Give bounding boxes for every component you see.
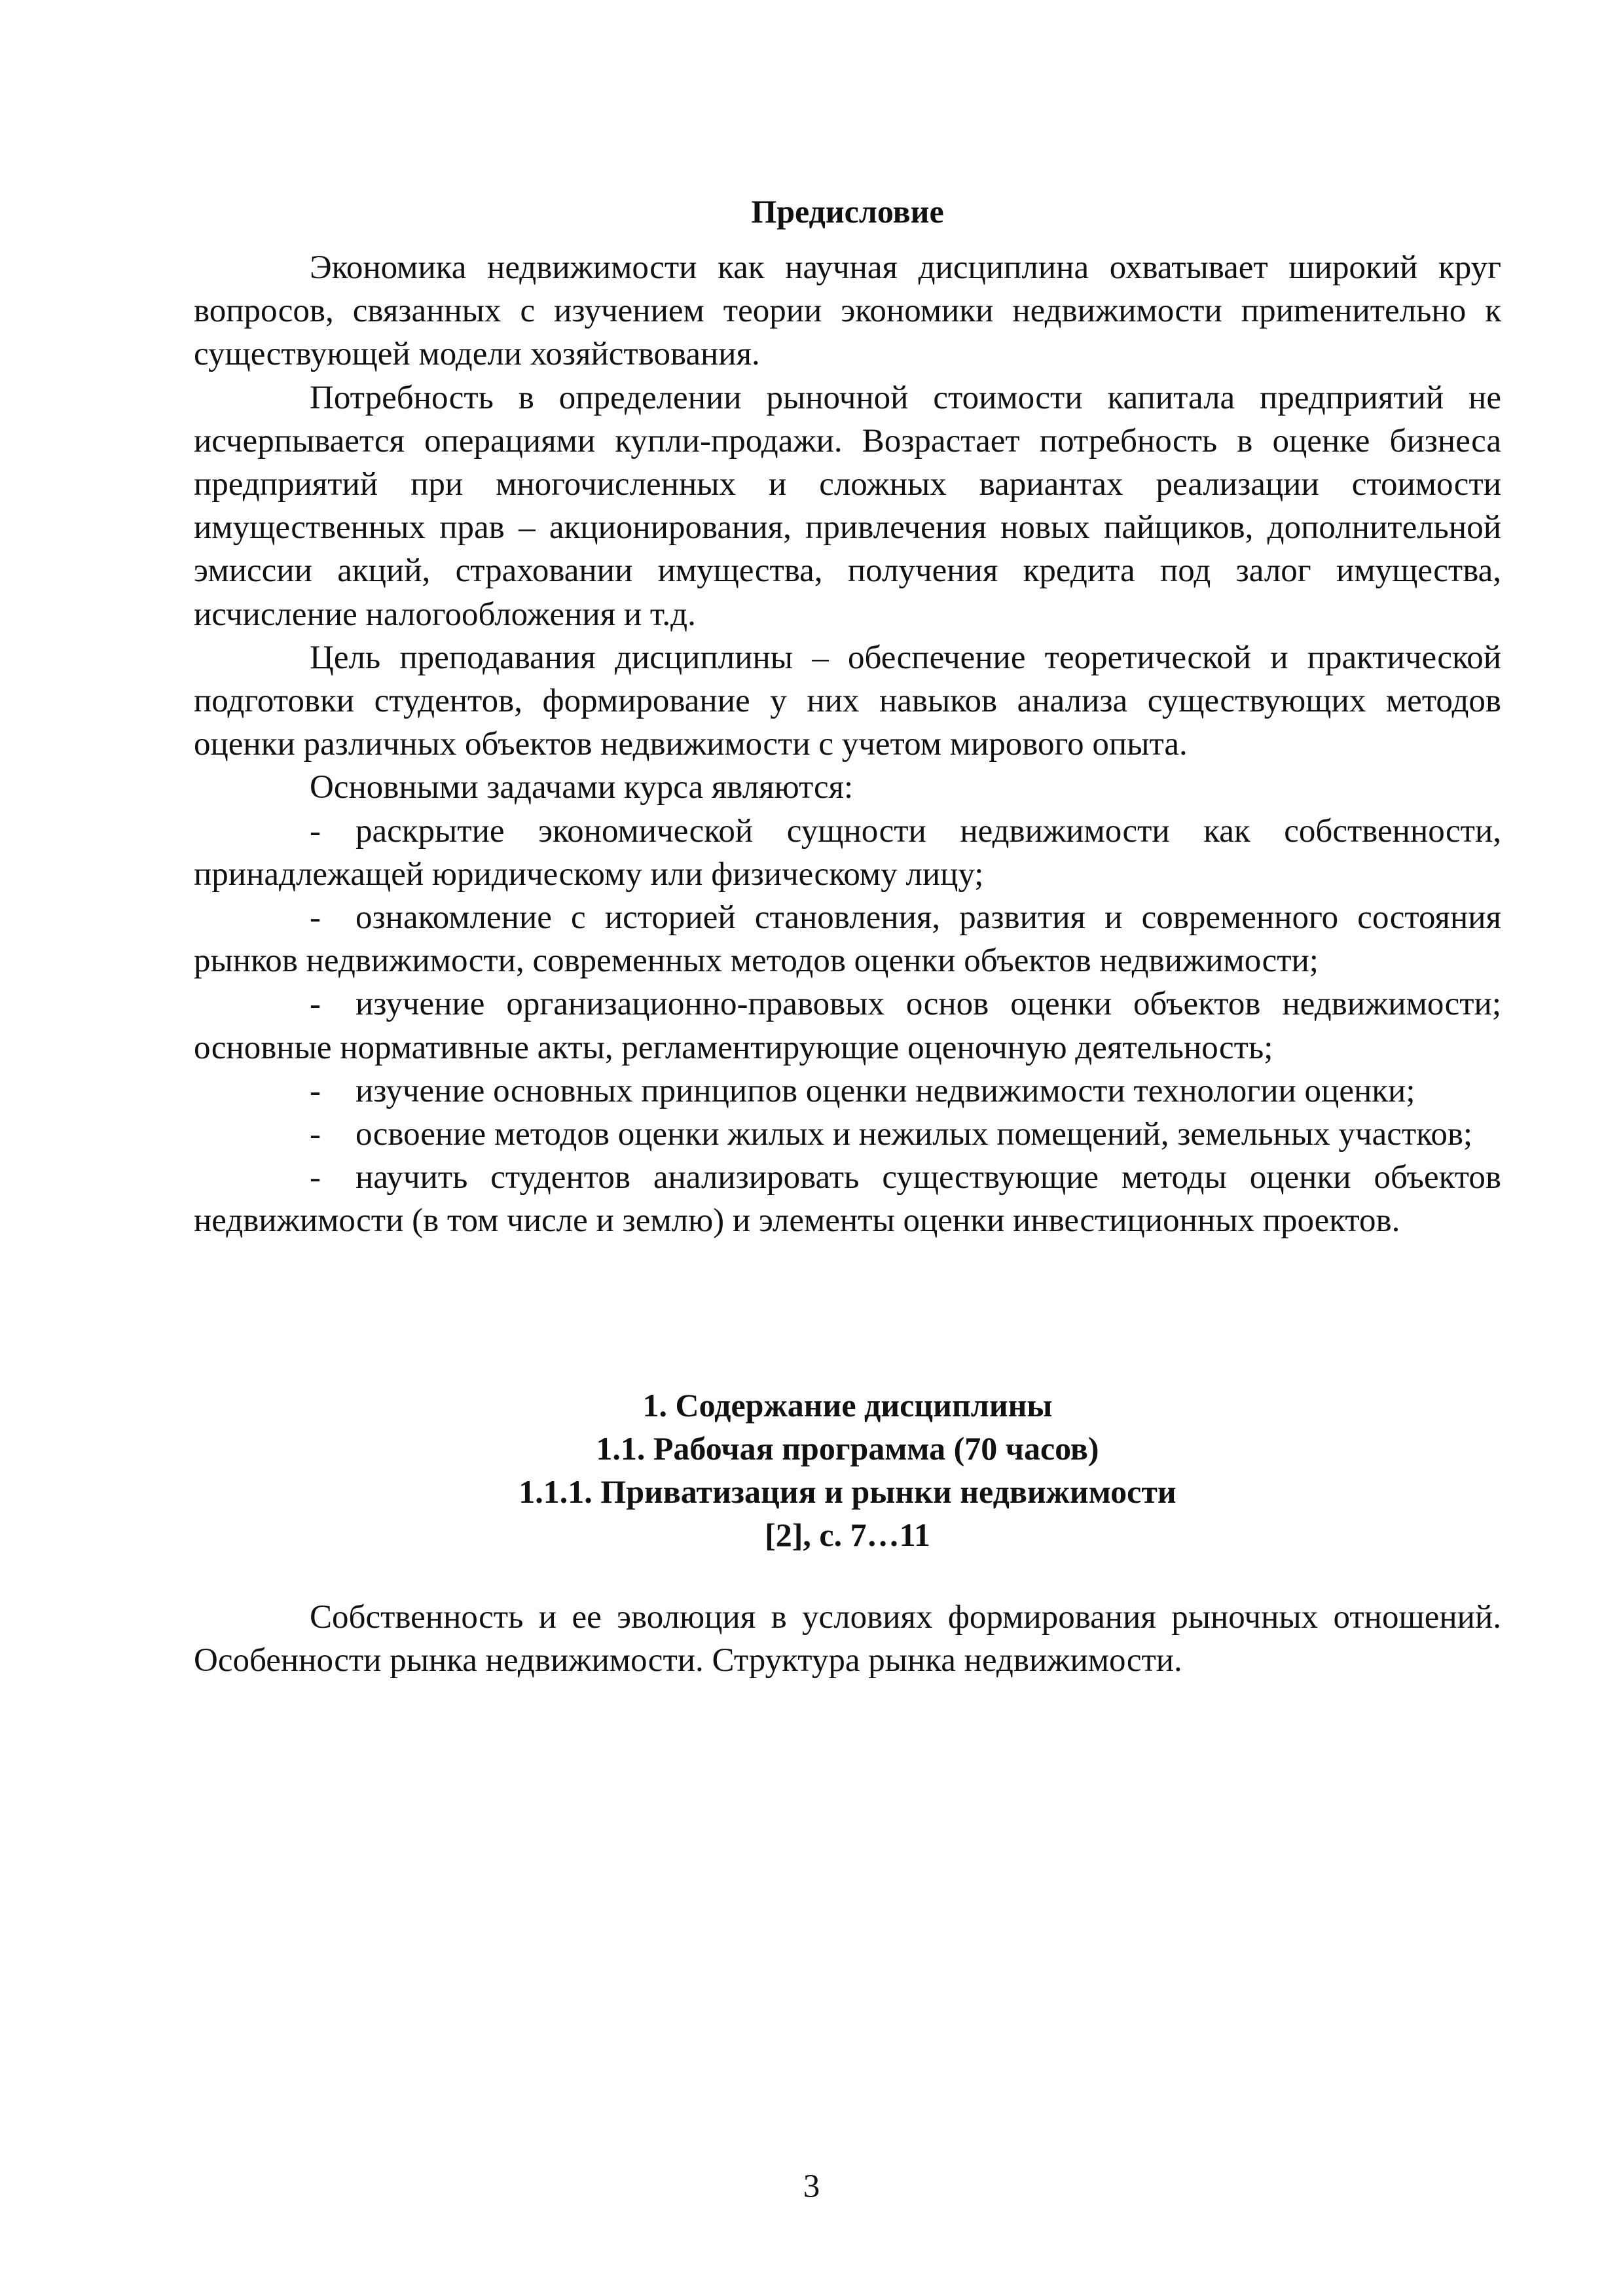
course-task-text: изучение основных принципов оценки недвижимости технологии оценки; [356,1072,1415,1109]
course-task-item [194,896,1501,982]
course-task-text: ознакомление с историей становления, развития и современного состояния рынков недвижимости, современных методов оценки объектов недвижимости; [194,899,1501,980]
course-task-item [194,810,1501,896]
page-number: 3 [803,2168,820,2205]
preface-paragraph-4: Основными задачами курса являются: [310,769,854,806]
course-task-item [194,1113,1501,1156]
list-dash-marker: - [310,812,321,850]
topic-reference: [2], с. 7…11 [765,1516,930,1553]
course-task-text: научить студентов анализировать существующие методы оценки объектов недвижимости (в том числе и землю) и элементы оценки инвестиционных проектов. [194,1159,1501,1240]
preface-paragraph-1: Экономика недвижимости как научная дисциплина охватывает широкий круг вопросов, связанных с изучением теории экономики недвижимости приmенительно к существующей модели хозяйствования. [194,249,1501,373]
course-task-item [194,982,1501,1069]
list-dash-marker: - [310,1116,321,1153]
course-task-item [194,1069,1501,1113]
preface-paragraph-2: Потребность в определении рыночной стоимости капитала предприятий не исчерпывается операциями купли-продажи. Возрастает потребность в оценке бизнеса предприятий при многочисленных и сложных вариантах реализации стоимости имущественных прав – акционирования, привлечения новых пайщиков, дополнительной эмиссии акций, страховании имущества, получения кредита под залог имущества, исчисление налогообложения и т.д. [194,379,1501,633]
course-task-text: изучение организационно-правовых основ оценки объектов недвижимости; основные нормативные акты, регламентирующие оценочную деятельность; [194,986,1501,1066]
course-tasks-list [194,810,1501,1243]
list-dash-marker: - [310,986,321,1023]
subsection-title: 1.1. Рабочая программа (70 часов) [596,1429,1099,1467]
chapter-title: 1. Содержание дисциплины [642,1386,1053,1424]
course-task-item [194,1156,1501,1242]
course-task-text: раскрытие экономической сущности недвижимости как собственности, принадлежащей юридическому или физическому лицу; [194,812,1501,893]
topic-title: 1.1.1. Приватизация и рынки недвижимости [519,1473,1176,1510]
course-task-text: освоение методов оценки жилых и нежилых помещений, земельных участков; [356,1116,1473,1153]
section-heading-block [194,1384,1501,1556]
list-dash-marker: - [310,1159,321,1196]
preface-title: Предисловие [751,193,944,230]
preface-paragraph-3: Цель преподавания дисциплины – обеспечение теоретической и практической подготовки студентов, формирование у них навыков анализа существующих методов оценки различных объектов недвижимости с учетом мирового опыта. [194,639,1501,763]
list-dash-marker: - [310,1072,321,1109]
list-dash-marker: - [310,899,321,937]
topic-paragraph: Собственность и ее эволюция в условиях формирования рыночных отношений. Особенности рынка недвижимости. Структура рынка недвижимости. [194,1598,1501,1679]
page-content [194,190,1501,1682]
